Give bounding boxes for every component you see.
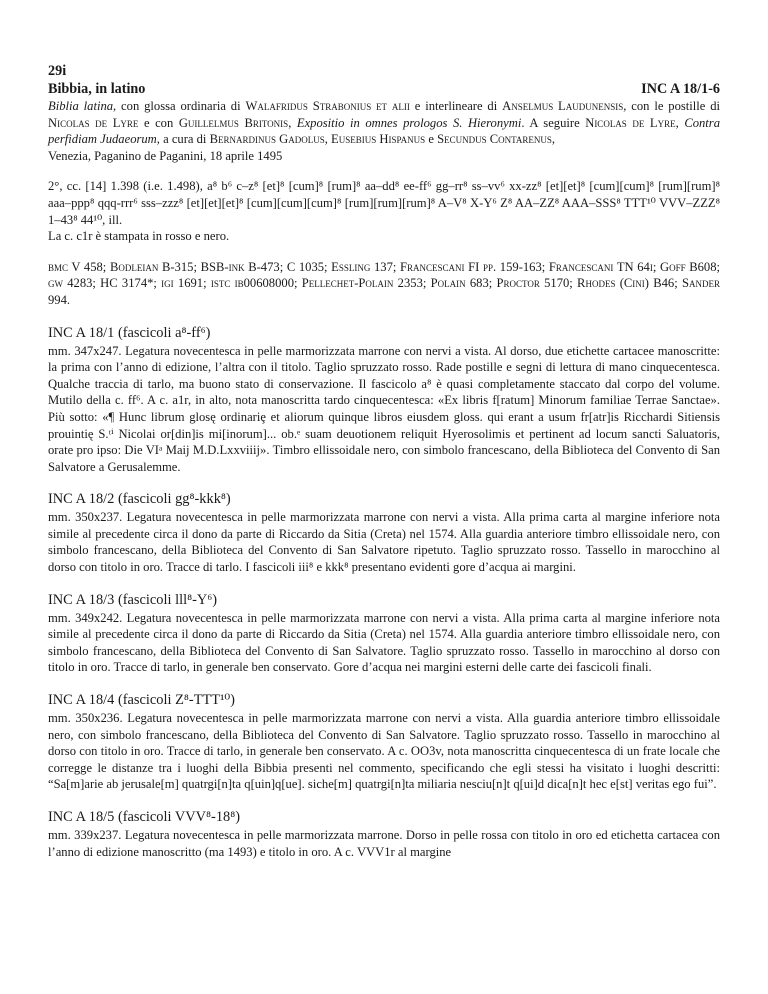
editor-name: Eusebius Hispanus [331,132,426,147]
text-run: e interlineare di [409,99,503,113]
collation: 2°, cc. [14] 1.398 (i.e. 1.498), a⁸ b⁶ c–z⁸ [et]⁸ [cum]⁸ [rum]⁸ aa–dd⁸ ee-ff⁶ gg–rr⁸ ss–vv⁶ xx-zz⁸ [et][et]⁸ [cum][cum]⁸ [rum][rum]⁸ aaa–ppp⁸ qqq-rrr⁶ sss–zzz⁸ [et][et][et]⁸ [cum][cum][cum]⁸ [rum][rum][rum]⁸ A–V⁸ X-Y⁶ Z⁸ AA–ZZ⁸ AAA–SSS⁸ TTT¹⁰ VVV–ZZZ⁸ 1–43⁸ 44¹⁰, ill. [48,179,720,227]
text-run: , con glossa ordinaria di [113,99,246,113]
copy-section [48,691,720,793]
copy-description: mm. 347x247. Legatura novecentesca in pelle marmorizzata marrone con nervi a vista. Al dorso, due etichette cartacee manoscritte: la prima con l’anno di edizione, l’altra con il titolo. Taglio spruzzato rosso. Rade postille e segni di lettura di mano cinquecentesca. Qualche traccia di tarlo, ma buono stato di conservazione. Il fascicolo a⁸ è quasi completamente staccato dal corpo del volume. Mutilo della c. ff⁶. A c. a1r, in alto, nota manoscritta tardo cinquecentesca: «Ex libris f[ratum] Minorum familiae Terrae Sanctae». Più sotto: «¶ Hunc librum glosę ordinariȩ et aliorum quinque libros eiusdem gloss. qui erant a usum fr[atr]is Ricchardi Sitiensis prouintię S.ᵗⁱ Nicolai or[din]is mi[inorum]... ob.ᵉ suam deuotionem reliquit Hyerosolimis et pertinent ad locum sancti Saluatoris, orate pro ipso: Die VIᵃ Maij M.D.Lxxviiij». Timbro ellissoidale nero, con simbolo francescano, della Biblioteca del Convento di San Salvatore a Gerusalemme. [48,343,720,474]
copy-description: mm. 350x236. Legatura novecentesca in pelle marmorizzata marrone con nervi a vista. Alla guardia anteriore timbro ellissoidale nero, con simbolo francescano, della Biblioteca del Convento di San Salvatore. Taglio spruzzato rosso. Tassello in marocchino al dorso con titolo in oro. Tracce di tarlo, in generale ben conservato. A c. OO3v, nota manoscritta cinquecentesca di un frate locale che corregge le distanze tra i luoghi della Bibbia presenti nel commento, specificando che egli stessi ha visitato i luoghi descritti: “Sa[m]arie ab jerusale[m] quatrgi[n]ta q[uin]q[ue]. siche[m] quatrgi[n]ta miliaria nesciu[n]t q[ui]d dica[n]t hec e[st] veritas ego fui”. [48,711,720,792]
spacer [48,164,720,178]
copy-section [48,808,720,860]
copy-section [48,324,720,476]
entry-title: Bibbia, in latino [48,81,146,97]
editor-name: Bernardinus Gadolus [209,132,325,147]
copy-description: mm. 339x237. Legatura novecentesca in pelle marmorizzata marrone. Dorso in pelle rossa con titolo in oro ed etichetta cartacea con l’anno di edizione manoscritto (ma 1493) e titolo in oro. A c. VVV1r al margine [48,828,720,859]
imprint: Venezia, Paganino de Paganini, 18 aprile 1495 [48,148,283,163]
copy-section [48,591,720,676]
print-note: La c. c1r è stampata in rosso e nero. [48,229,230,244]
text-run: , [675,115,685,130]
text-run: e con [138,115,179,130]
text-run: e [425,132,438,147]
references: bmc V 458; Bodleian B-315; BSB-ink B-473; C 1035; Essling 137; Francescani FI pp. 159-163; Francescani TN 64i; Goff B608; gw 4283; HC 3174*; igi 1691; istc ib00608000; Pellechet-Polain 2353; Polain 683; Proctor 5170; Rhodes (Cini) B46; Sander 994. [48,259,720,307]
author-name: Anselmus Laudunensis [502,99,624,113]
bibliographic-description [48,98,720,164]
text-run: , a cura di [156,132,210,147]
copy-heading: INC A 18/3 (fascicoli lll⁸-Y⁶) [48,591,218,608]
text-run: , [551,132,556,147]
catalogue-page [48,62,720,860]
entry-title-row [48,80,720,98]
text-run: , [288,115,297,130]
copy-section [48,490,720,575]
copy-heading: INC A 18/5 (fascicoli VVV⁸-18⁸) [48,809,241,825]
spacer [48,245,720,259]
description-text [48,98,720,148]
entry-number: 29i [48,63,67,79]
author-name: Walafridus Strabonius et alii [245,99,410,113]
text-run: . A seguire [521,115,586,130]
copy-description: mm. 349x242. Legatura novecentesca in pelle marmorizzata marrone con nervi a vista. Alla prima carta al margine inferiore nota simile al precedente circa il dono da parte di Riccardo da Sitia (Creta) nel 1574. Alla guardia anteriore timbro ellissoidale nero, con simbolo francescano, della Biblioteca del Convento di San Salvatore. Taglio spruzzato rosso. Tassello in marocchino al dorso con titolo in oro. Tracce di tarlo, in generale ben conservato. Gore d’acqua nei margini esterni delle carte dei fascicoli finali. [48,610,720,675]
shelfmark: INC A 18/1-6 [641,81,720,97]
copy-heading: INC A 18/4 (fascicoli Z⁸-TTT¹⁰) [48,692,235,709]
editor-name: Secundus Contarenus [437,132,552,147]
text-run: , con le postille di [623,99,721,113]
copy-description: mm. 350x237. Legatura novecentesca in pelle marmorizzata marrone con nervi a vista. Alla prima carta al margine inferiore nota simile al precedente circa il dono da parte di Riccardo da Sitia (Creta) nel 1574. Alla guardia anteriore timbro ellissoidale nero, con simbolo francescano, della Biblioteca del Convento di San Salvatore ripetuto. Taglio spruzzato rosso. Tassello in marocchino al dorso con titolo in oro. Tracce di tarlo. I fascicoli iii⁸ e kkk⁸ presentano evidenti gore d’acqua ai margini. [48,510,720,575]
copy-heading: INC A 18/2 (fascicoli gg⁸-kkk⁸) [48,491,231,508]
work-title: Contra perfidiam Judaeorum [48,115,721,147]
author-name: Nicolas de Lyre [585,115,676,130]
author-name: Guillelmus Britonis [178,115,289,130]
text-run: , [324,132,332,147]
work-title: Biblia latina [48,99,114,113]
work-title: Expositio in omnes prologos S. Hieronymi [296,115,522,130]
copy-heading: INC A 18/1 (fascicoli a⁸-ff⁶) [48,324,211,341]
author-name: Nicolas de Lyre [48,115,139,130]
